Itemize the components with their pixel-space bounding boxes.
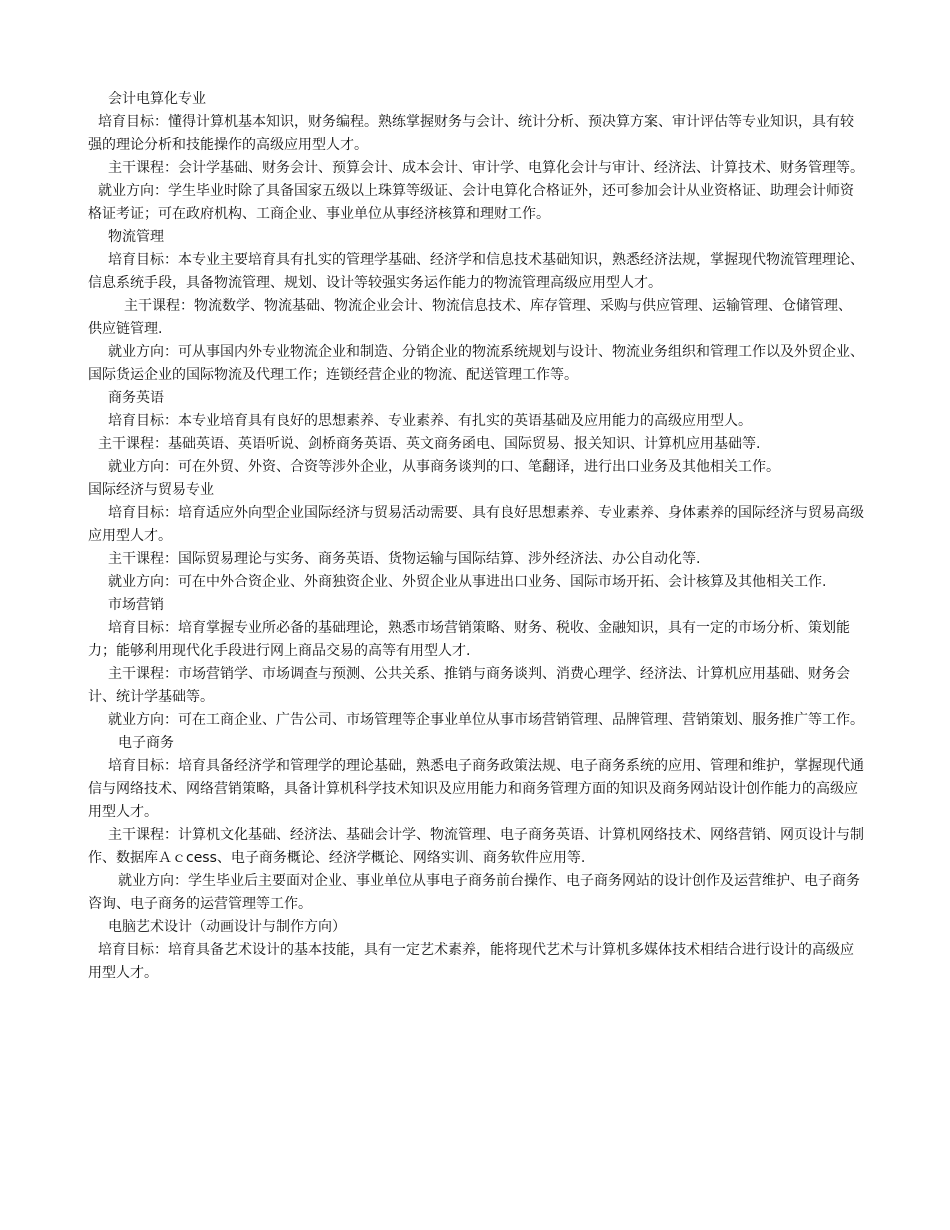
section-career: 就业方向：可在外贸、外资、合资等涉外企业，从事商务谈判的口、笔翻译，进行出口业务及其他相关工作。 bbox=[108, 459, 780, 475]
section-career: 就业方向：可在中外合资企业、外商独资企业、外贸企业从事进出口业务、国际市场开拓、会计核算及其他相关工作. bbox=[108, 574, 827, 590]
section-courses: 主干课程：基础英语、英语听说、剑桥商务英语、英文商务函电、国际贸易、报关知识、计算机应用基础等. bbox=[98, 436, 761, 452]
section-title: 电脑艺术设计（动画设计与制作方向） bbox=[108, 919, 346, 935]
section-courses: 主干课程：物流数学、物流基础、物流企业会计、物流信息技术、库存管理、采购与供应管理、运输管理、仓储管理、供应链管理. bbox=[88, 298, 852, 337]
section-title: 商务英语 bbox=[108, 390, 164, 406]
section-courses: 主干课程：市场营销学、市场调查与预测、公共关系、推销与商务谈判、消费心理学、经济法、计算机应用基础、财务会计、统计学基础等。 bbox=[88, 666, 850, 705]
section-career: 就业方向：学生毕业时除了具备国家五级以上珠算等级证、会计电算化合格证外，还可参加会计从业资格证、助理会计师资格证考证；可在政府机构、工商企业、事业单位从事经济核算和理财工作。 bbox=[88, 183, 854, 222]
section-courses: 主干课程：国际贸易理论与实务、商务英语、货物运输与国际结算、涉外经济法、办公自动化等. bbox=[108, 551, 701, 567]
section-title: 物流管理 bbox=[108, 229, 164, 245]
section-goal: 培育目标：培育掌握专业所必备的基础理论，熟悉市场营销策略、财务、税收、金融知识，具有一定的市场分析、策划能力；能够利用现代化手段进行网上商品交易的高等有用型人才. bbox=[88, 620, 850, 659]
section-career: 就业方向：可在工商企业、广告公司、市场管理等企事业单位从事市场营销管理、品牌管理、营销策划、服务推广等工作。 bbox=[108, 712, 864, 728]
section-goal: 培育目标：培育适应外向型企业国际经济与贸易活动需要、具有良好思想素养、专业素养、身体素养的国际经济与贸易高级应用型人才。 bbox=[88, 505, 864, 544]
section-title: 国际经济与贸易专业 bbox=[88, 482, 214, 498]
document-page bbox=[88, 88, 864, 985]
section-goal: 培育目标：懂得计算机基本知识，财务编程。熟练掌握财务与会计、统计分析、预决算方案、审计评估等专业知识，具有较强的理论分析和技能操作的高级应用型人才。 bbox=[88, 114, 854, 153]
section-courses: 主干课程：会计学基础、财务会计、预算会计、成本会计、审计学、电算化会计与审计、经济法、计算技术、财务管理等。 bbox=[108, 160, 864, 176]
section-goal: 培育目标：培育具备经济学和管理学的理论基础，熟悉电子商务政策法规、电子商务系统的应用、管理和维护，掌握现代通信与网络技术、网络营销策略，具备计算机科学技术知识及应用能力和商务管理方面的知识及商务网站设计创作能力的高级应用型人才。 bbox=[88, 758, 864, 820]
section-title: 市场营销 bbox=[108, 597, 164, 613]
section-career: 就业方向：可从事国内外专业物流企业和制造、分销企业的物流系统规划与设计、物流业务组织和管理工作以及外贸企业、国际货运企业的国际物流及代理工作；连锁经营企业的物流、配送管理工作等。 bbox=[88, 344, 864, 383]
section-goal: 培育目标：培育具备艺术设计的基本技能，具有一定艺术素养，能将现代艺术与计算机多媒体技术相结合进行设计的高级应用型人才。 bbox=[88, 942, 854, 981]
section-title: 会计电算化专业 bbox=[108, 91, 206, 107]
section-goal: 培育目标：本专业培育具有良好的思想素养、专业素养、有扎实的英语基础及应用能力的高级应用型人。 bbox=[108, 413, 752, 429]
section-courses: 主干课程：计算机文化基础、经济法、基础会计学、物流管理、电子商务英语、计算机网络技术、网络营销、网页设计与制作、数据库Ａｃcess、电子商务概论、经济学概论、网络实训、商务软件应用等. bbox=[88, 827, 864, 866]
section-goal: 培育目标：本专业主要培育具有扎实的管理学基础、经济学和信息技术基础知识，熟悉经济法规，掌握现代物流管理理论、信息系统手段，具备物流管理、规划、设计等较强实务运作能力的物流管理高级应用型人才。 bbox=[88, 252, 864, 291]
section-title: 电子商务 bbox=[118, 735, 174, 751]
section-career: 就业方向：学生毕业后主要面对企业、事业单位从事电子商务前台操作、电子商务网站的设计创作及运营维护、电子商务咨询、电子商务的运营管理等工作。 bbox=[88, 873, 860, 912]
